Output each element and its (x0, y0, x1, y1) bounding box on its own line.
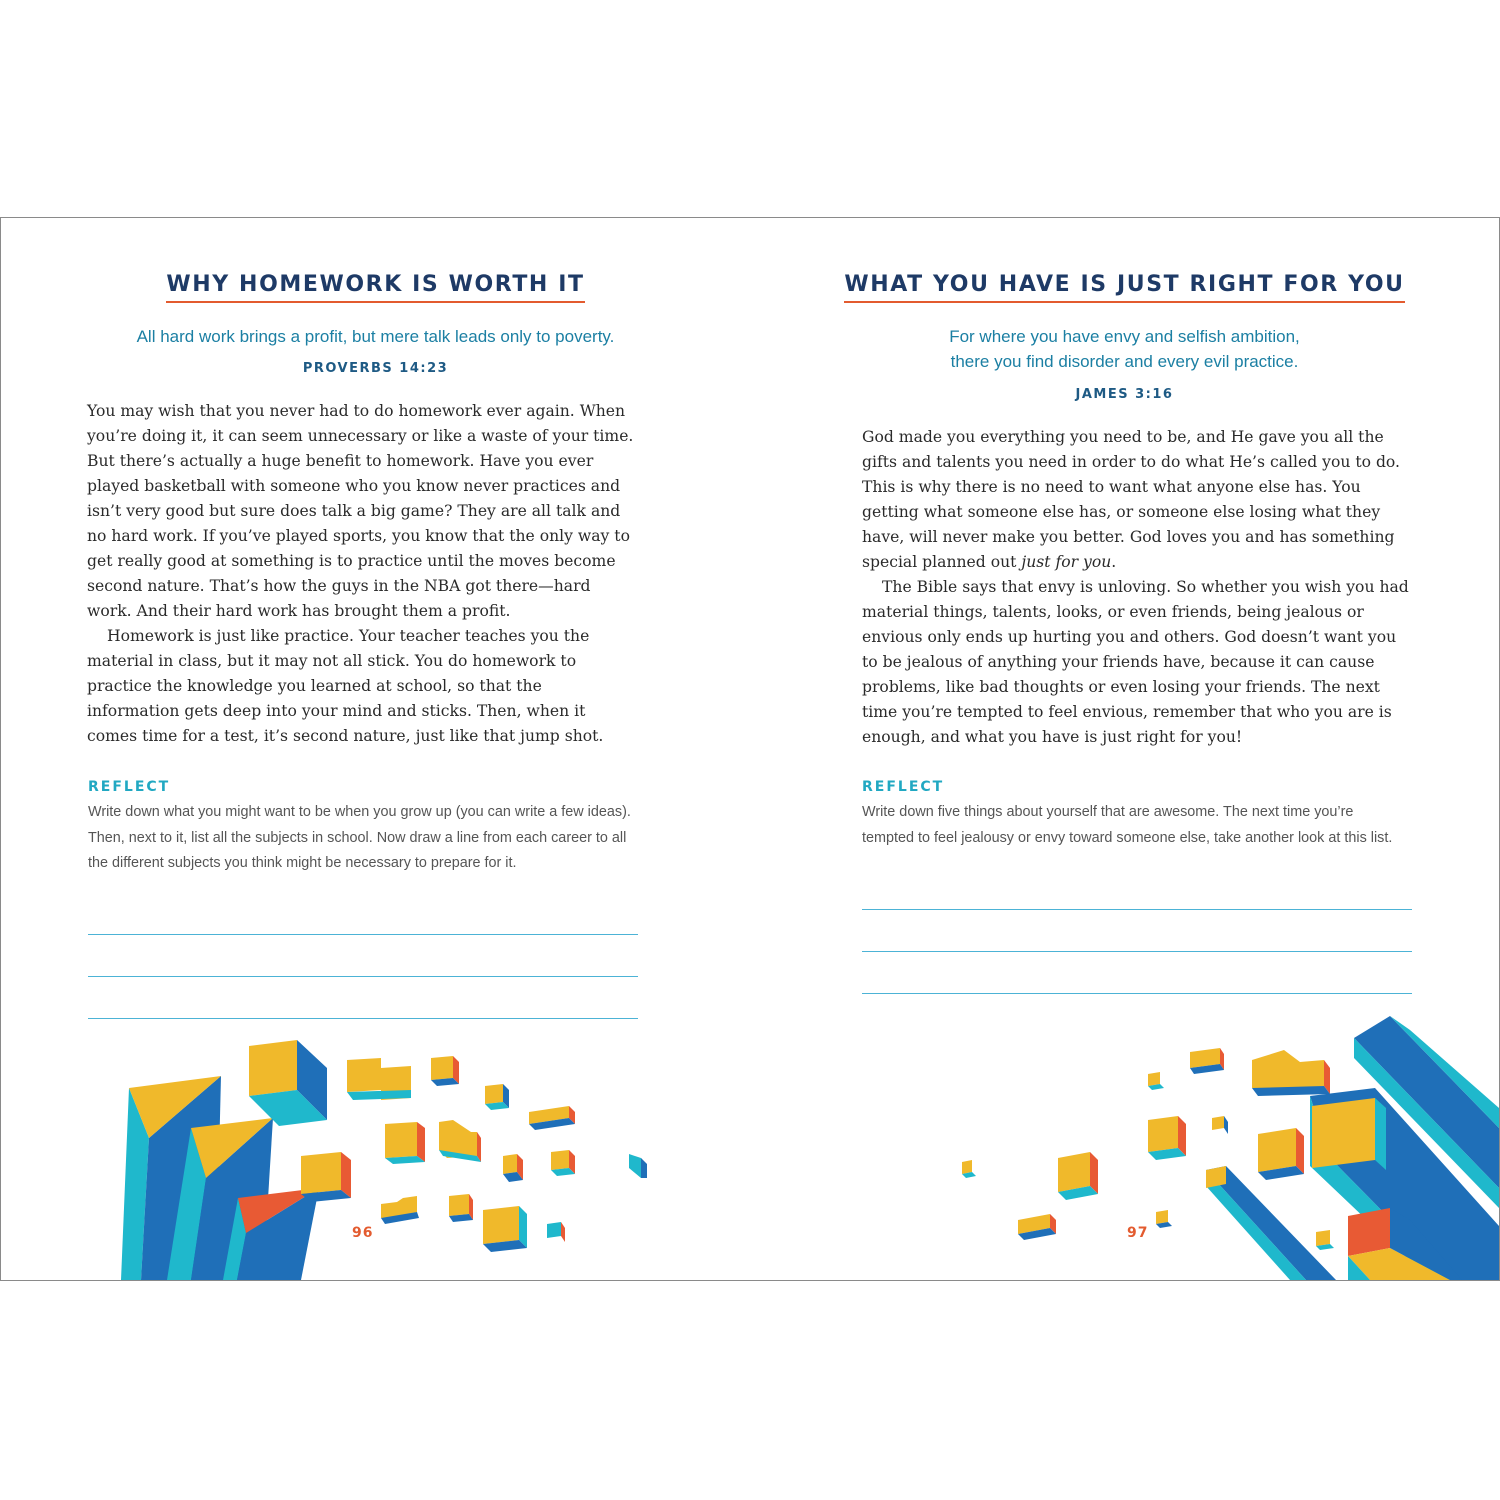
cube-shape (1190, 1048, 1224, 1074)
right-reflect-text: Write down five things about yourself that are awesome. The next time you’re tempted to feel jealousy or envy toward someone else, take another look at this list. (862, 804, 1393, 846)
right-page-title (750, 270, 1499, 303)
cube-shape (529, 1106, 575, 1130)
cube-shape (483, 1206, 527, 1252)
cube-shape (347, 1058, 411, 1100)
cube-shape (249, 1040, 327, 1126)
cube-shape (962, 1160, 976, 1178)
right-page (750, 218, 1499, 1280)
left-paragraph-1: You may wish that you never had to do homework ever again. When you’re doing it, it can seem unnecessary or like a waste of your time. But there’s actually a huge benefit to homework. Have you ever played basketball with someone who you know never practices and isn’t very good but sure does talk a big game? They are all talk and no hard work. If you’ve played sports, you know that the only way to get really good at something is to practice until the moves become second nature. That’s how the guys in the NBA got there—hard work. And their hard work has brought them a profit. (87, 402, 634, 620)
cube-shape (1316, 1230, 1334, 1250)
right-verse-line-2: there you find disorder and every evil practice. (950, 352, 1299, 371)
left-writing-line[interactable] (88, 934, 638, 935)
left-verse-reference: PROVERBS 14:23 (302, 361, 449, 376)
cube-shape (431, 1056, 459, 1086)
left-page-title (1, 270, 750, 303)
right-body-text (862, 425, 1414, 750)
cube-shape (1212, 1116, 1228, 1134)
bar-shape (1206, 1166, 1336, 1280)
cube-shape (1148, 1072, 1164, 1090)
right-paragraph-1-main: God made you everything you need to be, and He gave you all the gifts and talents you need in order to do what He’s called you to do. This is why there is no need to want what anyone else has. You getting what someone else has, or someone else losing what they have, will never make you better. God loves you and has something special planned out (862, 428, 1401, 571)
right-paragraph-1-end: . (1111, 553, 1117, 571)
cube-shape (551, 1150, 575, 1176)
right-decorative-blocks (750, 1008, 1499, 1280)
right-reflect-heading: REFLECT (862, 779, 945, 795)
cube-shape (449, 1194, 473, 1222)
cube-shape (385, 1122, 425, 1164)
left-writing-line[interactable] (88, 976, 638, 977)
right-writing-line[interactable] (862, 909, 1412, 910)
right-paragraph-2: The Bible says that envy is unloving. So whether you wish you had material things, talents, looks, or even friends, being jealous or envious only ends up hurting you and others. God doesn’t want you to be jealous of anything your friends have, because it can cause problems, like bad thoughts or even losing your friends. The next time you’re tempted to feel envious, remember that who you are is enough, and what you have is just right for you! (862, 578, 1409, 746)
book-spread (0, 217, 1500, 1281)
left-page (1, 218, 750, 1280)
column-shape (223, 1188, 319, 1280)
left-reflect-text: Write down what you might want to be when you grow up (you can write a few ideas). Then, next to it, list all the subjects in school. Now draw a line from each career to all the different subjects you think might be necessary to prepare for it. (88, 804, 631, 871)
left-writing-line[interactable] (88, 1018, 638, 1019)
right-page-number: 97 (1127, 1225, 1149, 1241)
left-body-text (87, 399, 639, 749)
cube-shape (629, 1154, 647, 1178)
cube-shape (503, 1154, 523, 1182)
left-reflect-heading: REFLECT (88, 779, 171, 795)
right-paragraph-1-emphasis: just for you (1021, 553, 1112, 571)
cube-shape (439, 1120, 481, 1162)
cube-shape (1258, 1128, 1304, 1180)
right-verse (790, 324, 1459, 374)
cube-shape (1148, 1116, 1186, 1160)
cube-shape (1252, 1050, 1330, 1096)
left-decorative-blocks (1, 1028, 750, 1280)
cube-shape (1156, 1210, 1172, 1228)
right-writing-line[interactable] (862, 993, 1412, 994)
cube-shape (1312, 1098, 1386, 1170)
cube-shape (485, 1084, 509, 1110)
cube-shape (301, 1152, 351, 1202)
left-page-title-text: WHY HOMEWORK IS WORTH IT (166, 272, 584, 303)
left-verse: All hard work brings a profit, but mere talk leads only to poverty. (136, 327, 615, 346)
right-writing-line[interactable] (862, 951, 1412, 952)
right-paragraph-1 (862, 425, 1414, 575)
cube-shape (1058, 1152, 1098, 1200)
right-page-title-text: WHAT YOU HAVE IS JUST RIGHT FOR YOU (844, 272, 1404, 303)
right-verse-reference: JAMES 3:16 (1075, 387, 1174, 402)
left-paragraph-2: Homework is just like practice. Your teacher teaches you the material in class, but it may not all stick. You do homework to practice the knowledge you learned at school, so that the information gets deep into your mind and sticks. Then, when it comes time for a test, it’s second nature, just like that jump shot. (87, 627, 604, 745)
left-page-number: 96 (352, 1225, 374, 1241)
cube-shape (381, 1196, 419, 1224)
right-verse-line-1: For where you have envy and selfish ambition, (949, 327, 1300, 346)
cube-shape (1018, 1214, 1056, 1240)
cube-shape (547, 1222, 565, 1242)
